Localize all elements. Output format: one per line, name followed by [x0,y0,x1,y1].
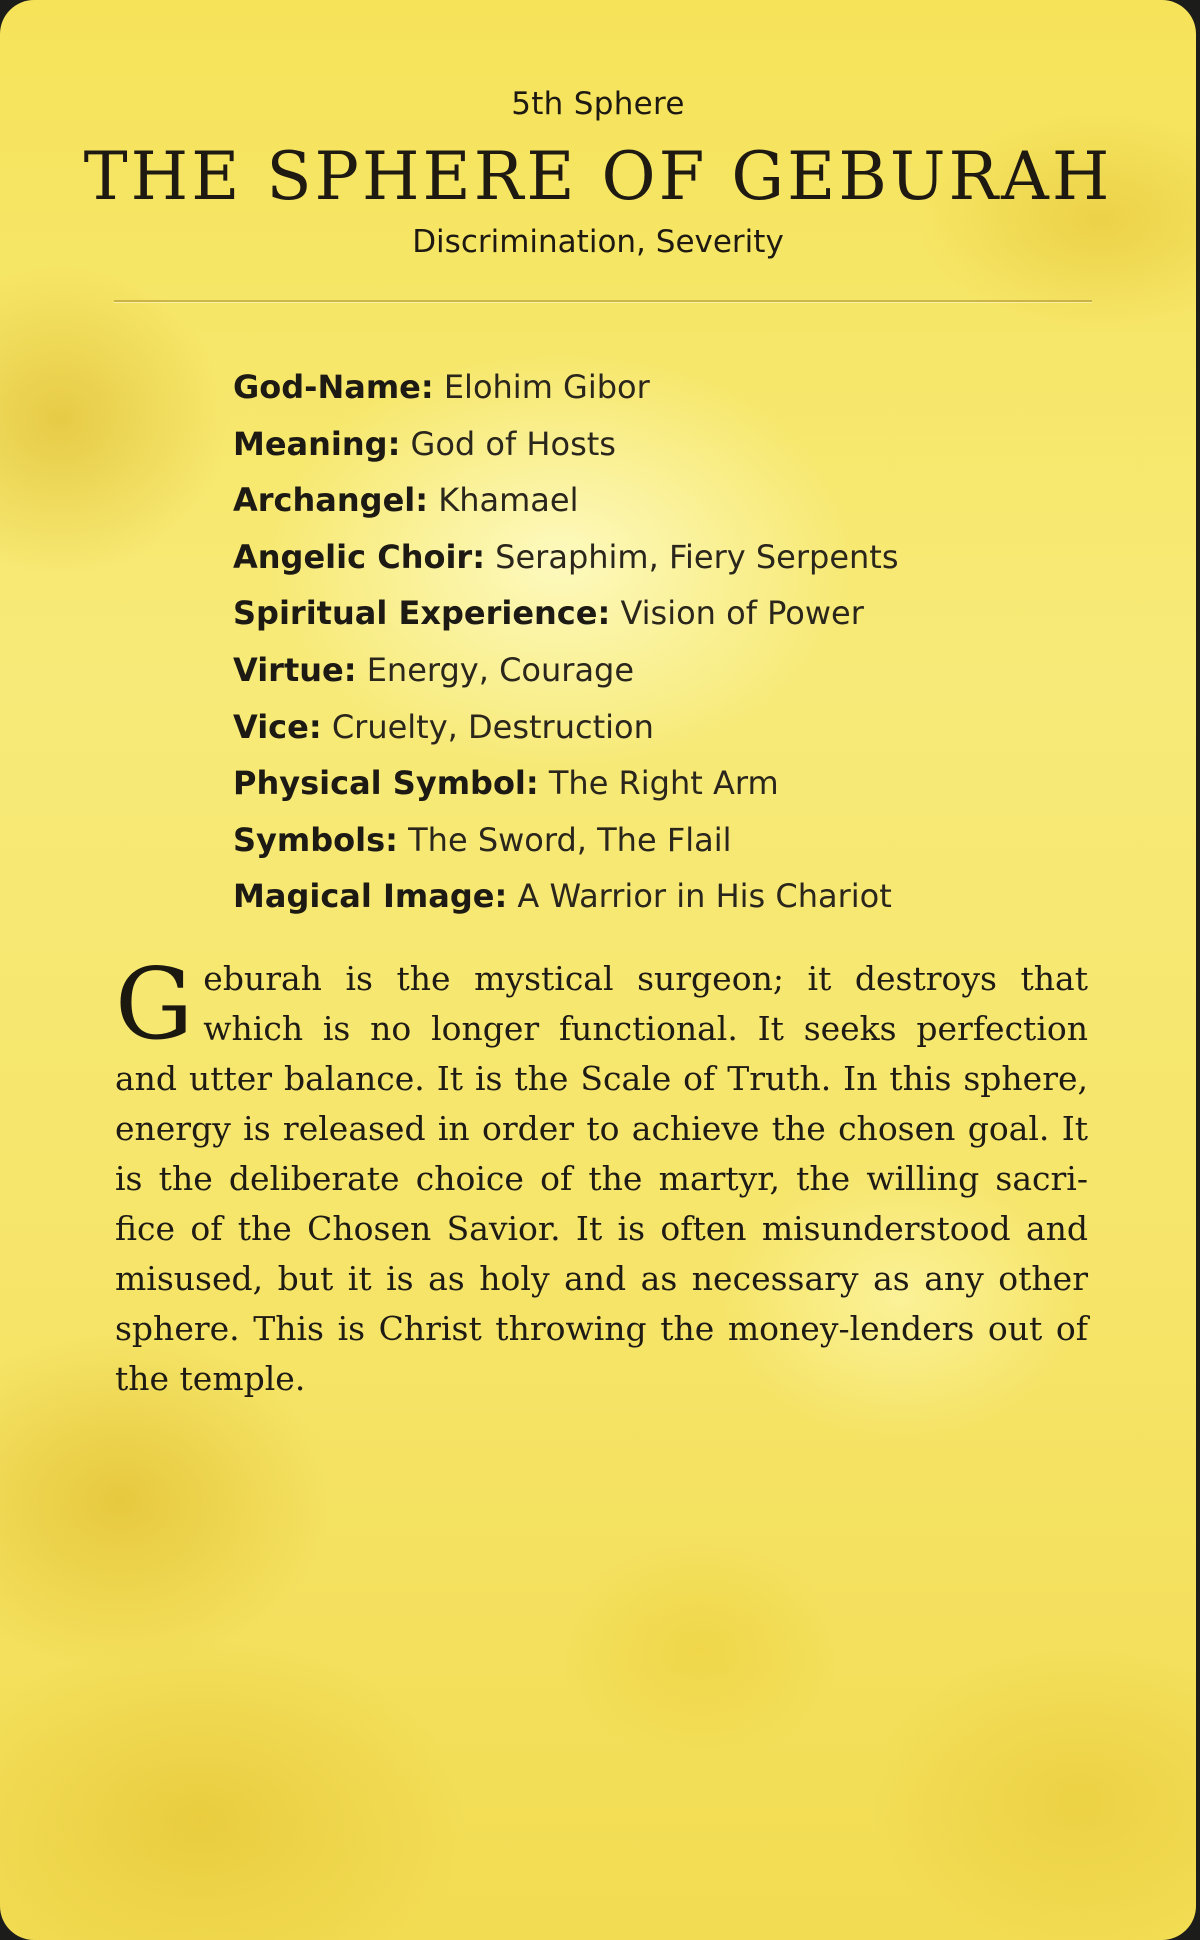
sphere-title: THE SPHERE OF GEBURAH [83,138,1113,215]
attribute-list [233,362,899,928]
attribute-row-symbols [233,815,899,872]
attribute-label: Symbols: [233,820,398,859]
attribute-label: God-Name: [233,368,434,406]
attribute-value: Vision of Power [620,594,864,633]
attribute-label: Magical Image: [233,877,508,916]
attribute-label: Spiritual Experience: [233,594,611,633]
attribute-value: Elohim Gibor [443,368,650,406]
drop-cap: G [115,948,194,1062]
attribute-value: The Right Arm [548,764,779,803]
attribute-row-vice [233,702,899,759]
attribute-label: Physical Symbol: [233,764,539,803]
attribute-row-meaning [233,419,899,476]
attribute-value: The Sword, The Flail [408,820,732,859]
sphere-number: 5th Sphere [511,86,685,122]
attribute-value: A Warrior in His Chariot [517,877,892,916]
description-text: eburah is the mystical surgeon; it destroys that which is no longer functional. It seeks perfection and utter balance. It is the Scale of Truth. In this sphere, energy is released in order to achieve the chosen goal. It is the deliberate choice of the martyr, the willing sacri-fice of the Chosen Savior. It is often misunderstood and misused, but it is as holy and as necessary as any other sphere. This is Christ throwing the money-lenders out of the temple. [115,959,1088,1398]
attribute-label: Archangel: [233,481,429,520]
attribute-value: Khamael [438,481,579,520]
sphere-subtitle: Discrimination, Severity [412,224,784,260]
attribute-label: Angelic Choir: [233,537,485,576]
attribute-label: Meaning: [233,424,401,463]
attribute-row-virtue [233,645,899,702]
attribute-label: Virtue: [233,650,357,689]
header-divider [114,300,1092,302]
attribute-row-archangel [233,475,899,532]
attribute-row-physical-symbol [233,758,899,815]
attribute-row-god-name [233,362,899,419]
attribute-label: Vice: [233,707,322,746]
attribute-value: Cruelty, Destruction [331,707,654,746]
attribute-row-angelic-choir [233,532,899,589]
description-paragraph [115,948,1088,1404]
attribute-value: God of Hosts [410,424,616,463]
attribute-value: Energy, Courage [366,650,635,689]
attribute-row-magical-image [233,871,899,928]
attribute-value: Seraphim, Fiery Serpents [495,537,899,576]
attribute-row-spiritual-experience [233,588,899,645]
